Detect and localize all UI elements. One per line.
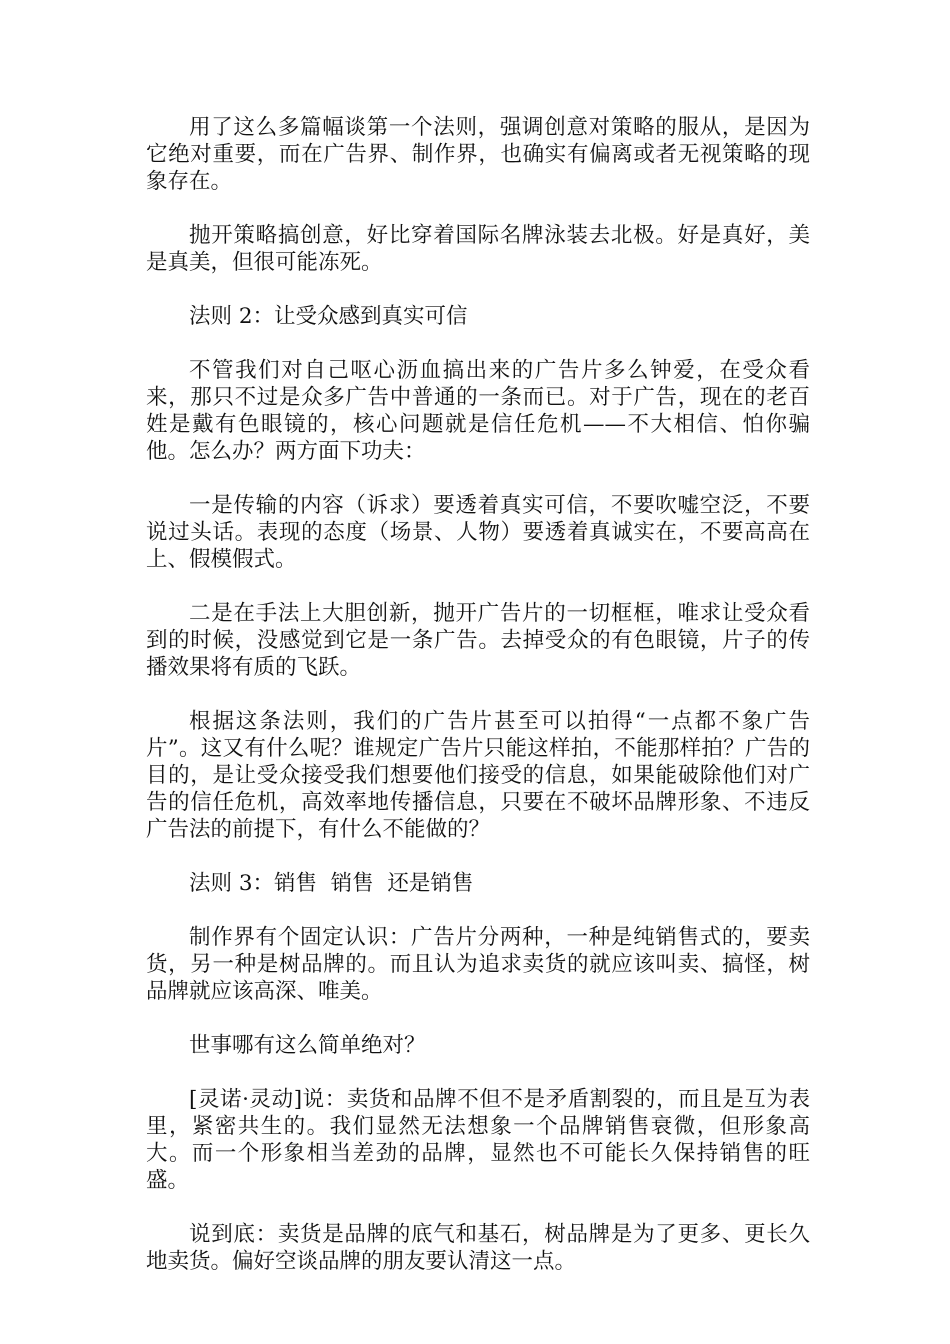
paragraph: 抛开策略搞创意，好比穿着国际名牌泳装去北极。好是真好，美是真美，但很可能冻死。 <box>146 223 810 275</box>
section-heading: 法则 2：让受众感到真实可信 <box>189 304 468 329</box>
paragraph: 用了这么多篇幅谈第一个法则，强调创意对策略的服从，是因为它绝对重要，而在广告界、制作界，也确实有偏离或者无视策略的现象存在。 <box>146 115 810 194</box>
section-heading: 法则 3：销售 销售 还是销售 <box>189 871 474 896</box>
paragraph: 一是传输的内容（诉求）要透着真实可信，不要吹嘘空泛，不要说过头话。表现的态度（场景、人物）要透着真诚实在，不要高高在上、假模假式。 <box>146 493 810 572</box>
paragraph: 根据这条法则，我们的广告片甚至可以拍得“一点都不象广告片”。这又有什么呢？谁规定广告片只能这样拍，不能那样拍？广告的目的，是让受众接受我们想要他们接受的信息，如果能破除他们对广告的信任危机，高效率地传播信息，只要在不破坏品牌形象、不违反广告法的前提下，有什么不能做的？ <box>146 709 810 842</box>
paragraph: 制作界有个固定认识：广告片分两种，一种是纯销售式的，要卖货，另一种是树品牌的。而且认为追求卖货的就应该叫卖、搞怪，树品牌就应该高深、唯美。 <box>146 925 810 1004</box>
paragraph: 说到底：卖货是品牌的底气和基石，树品牌是为了更多、更长久地卖货。偏好空谈品牌的朋友要认清这一点。 <box>146 1222 810 1274</box>
paragraph: 二是在手法上大胆创新，抛开广告片的一切框框，唯求让受众看到的时候，没感觉到它是一条广告。去掉受众的有色眼镜，片子的传播效果将有质的飞跃。 <box>146 601 810 680</box>
paragraph: 不管我们对自己呕心沥血搞出来的广告片多么钟爱，在受众看来，那只不过是众多广告中普通的一条而已。对于广告，现在的老百姓是戴有色眼镜的，核心问题就是信任危机——不大相信、怕你骗他。怎么办？两方面下功夫： <box>146 358 810 464</box>
paragraph: [灵诺·灵动]说：卖货和品牌不但不是矛盾割裂的，而且是互为表里，紧密共生的。我们显然无法想象一个品牌销售衰微，但形象高大。而一个形象相当差劲的品牌，显然也不可能长久保持销售的旺盛。 <box>146 1087 810 1193</box>
paragraph: 世事哪有这么简单绝对？ <box>189 1033 426 1058</box>
article-body <box>146 114 810 1302</box>
